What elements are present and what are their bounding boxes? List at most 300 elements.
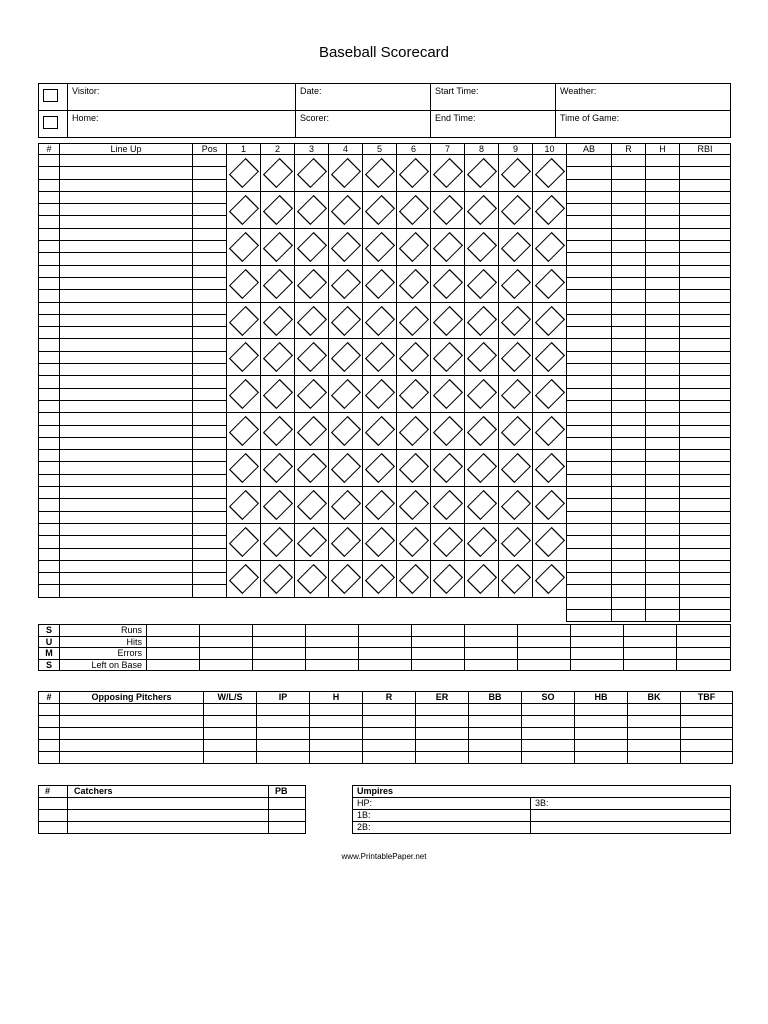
pitcher-cell[interactable]: [204, 728, 257, 740]
sums-cell[interactable]: [518, 636, 571, 648]
inning-cell[interactable]: [431, 450, 465, 487]
stat-cell[interactable]: [646, 204, 680, 216]
sums-cell[interactable]: [465, 648, 518, 660]
pitcher-cell[interactable]: [575, 704, 628, 716]
inning-cell[interactable]: [227, 376, 261, 413]
pitcher-cell[interactable]: [628, 740, 681, 752]
total-stat-cell[interactable]: [646, 609, 680, 621]
stat-cell[interactable]: [646, 536, 680, 548]
sums-cell[interactable]: [253, 648, 306, 660]
inning-cell[interactable]: [431, 487, 465, 524]
inning-cell[interactable]: [329, 191, 363, 228]
inning-cell[interactable]: [431, 228, 465, 265]
visitor-field[interactable]: Visitor:: [68, 84, 296, 111]
stat-cell[interactable]: [680, 450, 731, 462]
position-cell[interactable]: [193, 339, 227, 351]
inning-cell[interactable]: [363, 413, 397, 450]
position-cell[interactable]: [193, 327, 227, 339]
stat-cell[interactable]: [567, 487, 612, 499]
sums-cell[interactable]: [412, 636, 465, 648]
stat-cell[interactable]: [680, 204, 731, 216]
inning-cell[interactable]: [227, 191, 261, 228]
stat-cell[interactable]: [646, 573, 680, 585]
position-cell[interactable]: [193, 536, 227, 548]
batter-number-cell[interactable]: [39, 241, 60, 253]
batter-number-cell[interactable]: [39, 474, 60, 486]
batter-number-cell[interactable]: [39, 302, 60, 314]
batter-number-cell[interactable]: [39, 450, 60, 462]
batter-name-cell[interactable]: [60, 499, 193, 511]
stat-cell[interactable]: [612, 388, 646, 400]
pitcher-cell[interactable]: [416, 752, 469, 764]
inning-cell[interactable]: [261, 523, 295, 560]
inning-cell[interactable]: [465, 376, 499, 413]
inning-cell[interactable]: [431, 339, 465, 376]
pitcher-cell[interactable]: [60, 728, 204, 740]
inning-cell[interactable]: [397, 228, 431, 265]
total-stat-cell[interactable]: [567, 609, 612, 621]
total-stat-cell[interactable]: [567, 597, 612, 609]
batter-name-cell[interactable]: [60, 487, 193, 499]
sums-cell[interactable]: [571, 659, 624, 671]
stat-cell[interactable]: [612, 437, 646, 449]
inning-cell[interactable]: [499, 228, 533, 265]
inning-cell[interactable]: [363, 302, 397, 339]
batter-name-cell[interactable]: [60, 253, 193, 265]
pitcher-cell[interactable]: [204, 704, 257, 716]
batter-number-cell[interactable]: [39, 253, 60, 265]
batter-number-cell[interactable]: [39, 351, 60, 363]
batter-name-cell[interactable]: [60, 523, 193, 535]
inning-cell[interactable]: [329, 450, 363, 487]
pitcher-cell[interactable]: [257, 704, 310, 716]
stat-cell[interactable]: [567, 450, 612, 462]
pitcher-cell[interactable]: [628, 716, 681, 728]
umpire-1b-field[interactable]: 1B:: [353, 810, 531, 822]
position-cell[interactable]: [193, 204, 227, 216]
weather-field[interactable]: Weather:: [556, 84, 731, 111]
inning-cell[interactable]: [397, 450, 431, 487]
inning-cell[interactable]: [227, 413, 261, 450]
position-cell[interactable]: [193, 314, 227, 326]
stat-cell[interactable]: [567, 327, 612, 339]
batter-name-cell[interactable]: [60, 167, 193, 179]
stat-cell[interactable]: [612, 511, 646, 523]
stat-cell[interactable]: [567, 400, 612, 412]
total-stat-cell[interactable]: [680, 597, 731, 609]
stat-cell[interactable]: [567, 474, 612, 486]
stat-cell[interactable]: [680, 462, 731, 474]
pitcher-cell[interactable]: [469, 752, 522, 764]
pitcher-cell[interactable]: [363, 704, 416, 716]
pitcher-cell[interactable]: [522, 740, 575, 752]
pitcher-cell[interactable]: [39, 728, 60, 740]
pitcher-cell[interactable]: [416, 704, 469, 716]
home-field[interactable]: Home:: [68, 111, 296, 138]
batter-number-cell[interactable]: [39, 179, 60, 191]
stat-cell[interactable]: [646, 253, 680, 265]
batter-number-cell[interactable]: [39, 462, 60, 474]
stat-cell[interactable]: [612, 573, 646, 585]
stat-cell[interactable]: [612, 536, 646, 548]
position-cell[interactable]: [193, 487, 227, 499]
stat-cell[interactable]: [646, 265, 680, 277]
inning-cell[interactable]: [465, 413, 499, 450]
position-cell[interactable]: [193, 290, 227, 302]
stat-cell[interactable]: [567, 351, 612, 363]
position-cell[interactable]: [193, 228, 227, 240]
stat-cell[interactable]: [680, 314, 731, 326]
inning-cell[interactable]: [261, 339, 295, 376]
position-cell[interactable]: [193, 548, 227, 560]
inning-cell[interactable]: [533, 413, 567, 450]
stat-cell[interactable]: [567, 462, 612, 474]
inning-cell[interactable]: [295, 487, 329, 524]
pitcher-cell[interactable]: [310, 740, 363, 752]
stat-cell[interactable]: [680, 548, 731, 560]
inning-cell[interactable]: [227, 155, 261, 192]
batter-number-cell[interactable]: [39, 487, 60, 499]
pitcher-cell[interactable]: [469, 740, 522, 752]
sums-cell[interactable]: [253, 636, 306, 648]
stat-cell[interactable]: [646, 462, 680, 474]
stat-cell[interactable]: [567, 204, 612, 216]
batter-name-cell[interactable]: [60, 277, 193, 289]
inning-cell[interactable]: [533, 155, 567, 192]
home-checkbox[interactable]: [43, 116, 58, 129]
inning-cell[interactable]: [465, 302, 499, 339]
sums-cell[interactable]: [518, 625, 571, 637]
total-stat-cell[interactable]: [680, 609, 731, 621]
stat-cell[interactable]: [567, 290, 612, 302]
stat-cell[interactable]: [680, 179, 731, 191]
inning-cell[interactable]: [431, 560, 465, 597]
catcher-cell[interactable]: [269, 798, 306, 810]
inning-cell[interactable]: [329, 523, 363, 560]
stat-cell[interactable]: [680, 339, 731, 351]
position-cell[interactable]: [193, 179, 227, 191]
sums-cell[interactable]: [465, 636, 518, 648]
batter-name-cell[interactable]: [60, 425, 193, 437]
pitcher-cell[interactable]: [628, 752, 681, 764]
sums-cell[interactable]: [412, 659, 465, 671]
pitcher-cell[interactable]: [416, 716, 469, 728]
inning-cell[interactable]: [329, 228, 363, 265]
pitcher-cell[interactable]: [575, 752, 628, 764]
batter-name-cell[interactable]: [60, 216, 193, 228]
inning-cell[interactable]: [465, 560, 499, 597]
inning-cell[interactable]: [397, 339, 431, 376]
pitcher-cell[interactable]: [681, 728, 733, 740]
stat-cell[interactable]: [612, 155, 646, 167]
sums-cell[interactable]: [412, 625, 465, 637]
inning-cell[interactable]: [499, 523, 533, 560]
stat-cell[interactable]: [567, 302, 612, 314]
sums-cell[interactable]: [359, 648, 412, 660]
stat-cell[interactable]: [612, 450, 646, 462]
batter-number-cell[interactable]: [39, 327, 60, 339]
stat-cell[interactable]: [612, 400, 646, 412]
inning-cell[interactable]: [431, 191, 465, 228]
inning-cell[interactable]: [533, 450, 567, 487]
pitcher-cell[interactable]: [204, 740, 257, 752]
pitcher-cell[interactable]: [39, 704, 60, 716]
stat-cell[interactable]: [612, 253, 646, 265]
stat-cell[interactable]: [646, 388, 680, 400]
inning-cell[interactable]: [227, 302, 261, 339]
inning-cell[interactable]: [397, 155, 431, 192]
stat-cell[interactable]: [567, 499, 612, 511]
inning-cell[interactable]: [227, 265, 261, 302]
stat-cell[interactable]: [567, 277, 612, 289]
position-cell[interactable]: [193, 155, 227, 167]
stat-cell[interactable]: [680, 241, 731, 253]
stat-cell[interactable]: [646, 487, 680, 499]
batter-number-cell[interactable]: [39, 425, 60, 437]
pitcher-cell[interactable]: [522, 728, 575, 740]
pitcher-cell[interactable]: [416, 728, 469, 740]
pitcher-cell[interactable]: [257, 740, 310, 752]
inning-cell[interactable]: [363, 228, 397, 265]
stat-cell[interactable]: [612, 191, 646, 203]
pitcher-cell[interactable]: [204, 752, 257, 764]
position-cell[interactable]: [193, 523, 227, 535]
sums-cell[interactable]: [677, 648, 731, 660]
batter-number-cell[interactable]: [39, 499, 60, 511]
batter-number-cell[interactable]: [39, 216, 60, 228]
catcher-cell[interactable]: [68, 822, 269, 834]
batter-name-cell[interactable]: [60, 573, 193, 585]
batter-number-cell[interactable]: [39, 573, 60, 585]
stat-cell[interactable]: [646, 155, 680, 167]
pitcher-cell[interactable]: [522, 704, 575, 716]
umpire-blank-field[interactable]: [531, 810, 731, 822]
position-cell[interactable]: [193, 302, 227, 314]
inning-cell[interactable]: [261, 302, 295, 339]
sums-cell[interactable]: [147, 648, 200, 660]
sums-cell[interactable]: [677, 625, 731, 637]
total-stat-cell[interactable]: [612, 597, 646, 609]
sums-cell[interactable]: [253, 625, 306, 637]
batter-name-cell[interactable]: [60, 364, 193, 376]
position-cell[interactable]: [193, 364, 227, 376]
sums-cell[interactable]: [253, 659, 306, 671]
inning-cell[interactable]: [295, 376, 329, 413]
pitcher-cell[interactable]: [681, 704, 733, 716]
stat-cell[interactable]: [680, 302, 731, 314]
end-time-field[interactable]: End Time:: [431, 111, 556, 138]
batter-number-cell[interactable]: [39, 560, 60, 572]
batter-number-cell[interactable]: [39, 204, 60, 216]
inning-cell[interactable]: [363, 450, 397, 487]
stat-cell[interactable]: [612, 364, 646, 376]
stat-cell[interactable]: [612, 339, 646, 351]
pitcher-cell[interactable]: [310, 752, 363, 764]
batter-name-cell[interactable]: [60, 204, 193, 216]
umpire-2b-field[interactable]: 2B:: [353, 822, 531, 834]
time-of-game-field[interactable]: Time of Game:: [556, 111, 731, 138]
inning-cell[interactable]: [397, 376, 431, 413]
inning-cell[interactable]: [227, 228, 261, 265]
batter-name-cell[interactable]: [60, 585, 193, 597]
sums-cell[interactable]: [624, 659, 677, 671]
visitor-checkbox[interactable]: [43, 89, 58, 102]
inning-cell[interactable]: [363, 487, 397, 524]
stat-cell[interactable]: [646, 364, 680, 376]
sums-cell[interactable]: [200, 636, 253, 648]
stat-cell[interactable]: [646, 179, 680, 191]
batter-name-cell[interactable]: [60, 437, 193, 449]
inning-cell[interactable]: [465, 487, 499, 524]
pitcher-cell[interactable]: [60, 704, 204, 716]
stat-cell[interactable]: [680, 327, 731, 339]
umpire-3b-field[interactable]: 3B:: [531, 798, 731, 810]
stat-cell[interactable]: [567, 585, 612, 597]
stat-cell[interactable]: [646, 474, 680, 486]
stat-cell[interactable]: [646, 216, 680, 228]
position-cell[interactable]: [193, 388, 227, 400]
stat-cell[interactable]: [680, 155, 731, 167]
batter-number-cell[interactable]: [39, 437, 60, 449]
batter-name-cell[interactable]: [60, 511, 193, 523]
inning-cell[interactable]: [261, 450, 295, 487]
stat-cell[interactable]: [612, 216, 646, 228]
stat-cell[interactable]: [680, 376, 731, 388]
inning-cell[interactable]: [329, 265, 363, 302]
batter-number-cell[interactable]: [39, 167, 60, 179]
batter-name-cell[interactable]: [60, 327, 193, 339]
stat-cell[interactable]: [680, 400, 731, 412]
batter-name-cell[interactable]: [60, 536, 193, 548]
inning-cell[interactable]: [295, 523, 329, 560]
inning-cell[interactable]: [499, 155, 533, 192]
sums-cell[interactable]: [677, 659, 731, 671]
inning-cell[interactable]: [465, 155, 499, 192]
stat-cell[interactable]: [567, 179, 612, 191]
position-cell[interactable]: [193, 437, 227, 449]
stat-cell[interactable]: [567, 548, 612, 560]
position-cell[interactable]: [193, 450, 227, 462]
sums-cell[interactable]: [306, 659, 359, 671]
inning-cell[interactable]: [329, 155, 363, 192]
sums-cell[interactable]: [200, 648, 253, 660]
stat-cell[interactable]: [680, 425, 731, 437]
pitcher-cell[interactable]: [60, 716, 204, 728]
inning-cell[interactable]: [261, 487, 295, 524]
inning-cell[interactable]: [397, 487, 431, 524]
stat-cell[interactable]: [680, 253, 731, 265]
inning-cell[interactable]: [295, 560, 329, 597]
sums-cell[interactable]: [200, 659, 253, 671]
stat-cell[interactable]: [680, 167, 731, 179]
stat-cell[interactable]: [612, 560, 646, 572]
pitcher-cell[interactable]: [681, 752, 733, 764]
position-cell[interactable]: [193, 413, 227, 425]
batter-number-cell[interactable]: [39, 265, 60, 277]
inning-cell[interactable]: [295, 228, 329, 265]
batter-name-cell[interactable]: [60, 339, 193, 351]
inning-cell[interactable]: [397, 191, 431, 228]
stat-cell[interactable]: [646, 585, 680, 597]
inning-cell[interactable]: [499, 487, 533, 524]
stat-cell[interactable]: [612, 265, 646, 277]
stat-cell[interactable]: [567, 376, 612, 388]
sums-cell[interactable]: [518, 648, 571, 660]
inning-cell[interactable]: [397, 265, 431, 302]
pitcher-cell[interactable]: [363, 740, 416, 752]
stat-cell[interactable]: [680, 277, 731, 289]
stat-cell[interactable]: [646, 302, 680, 314]
inning-cell[interactable]: [533, 487, 567, 524]
pitcher-cell[interactable]: [257, 728, 310, 740]
inning-cell[interactable]: [431, 523, 465, 560]
stat-cell[interactable]: [646, 499, 680, 511]
inning-cell[interactable]: [295, 191, 329, 228]
stat-cell[interactable]: [567, 536, 612, 548]
stat-cell[interactable]: [567, 364, 612, 376]
inning-cell[interactable]: [295, 155, 329, 192]
batter-number-cell[interactable]: [39, 277, 60, 289]
position-cell[interactable]: [193, 265, 227, 277]
sums-cell[interactable]: [465, 659, 518, 671]
inning-cell[interactable]: [533, 560, 567, 597]
inning-cell[interactable]: [329, 376, 363, 413]
stat-cell[interactable]: [612, 585, 646, 597]
batter-name-cell[interactable]: [60, 351, 193, 363]
inning-cell[interactable]: [295, 413, 329, 450]
stat-cell[interactable]: [567, 191, 612, 203]
position-cell[interactable]: [193, 425, 227, 437]
stat-cell[interactable]: [612, 290, 646, 302]
batter-name-cell[interactable]: [60, 560, 193, 572]
stat-cell[interactable]: [612, 179, 646, 191]
pitcher-cell[interactable]: [416, 740, 469, 752]
sums-cell[interactable]: [677, 636, 731, 648]
inning-cell[interactable]: [465, 450, 499, 487]
batter-name-cell[interactable]: [60, 228, 193, 240]
batter-name-cell[interactable]: [60, 450, 193, 462]
inning-cell[interactable]: [499, 376, 533, 413]
position-cell[interactable]: [193, 167, 227, 179]
position-cell[interactable]: [193, 511, 227, 523]
inning-cell[interactable]: [261, 228, 295, 265]
stat-cell[interactable]: [646, 314, 680, 326]
pitcher-cell[interactable]: [257, 752, 310, 764]
pitcher-cell[interactable]: [310, 704, 363, 716]
home-checkbox-cell[interactable]: [39, 111, 68, 138]
sums-cell[interactable]: [571, 625, 624, 637]
stat-cell[interactable]: [612, 277, 646, 289]
batter-name-cell[interactable]: [60, 314, 193, 326]
position-cell[interactable]: [193, 191, 227, 203]
position-cell[interactable]: [193, 585, 227, 597]
stat-cell[interactable]: [612, 548, 646, 560]
stat-cell[interactable]: [680, 351, 731, 363]
stat-cell[interactable]: [646, 400, 680, 412]
batter-number-cell[interactable]: [39, 376, 60, 388]
batter-name-cell[interactable]: [60, 474, 193, 486]
inning-cell[interactable]: [261, 155, 295, 192]
batter-number-cell[interactable]: [39, 314, 60, 326]
stat-cell[interactable]: [612, 376, 646, 388]
visitor-checkbox-cell[interactable]: [39, 84, 68, 111]
stat-cell[interactable]: [680, 413, 731, 425]
position-cell[interactable]: [193, 474, 227, 486]
batter-number-cell[interactable]: [39, 548, 60, 560]
stat-cell[interactable]: [567, 523, 612, 535]
inning-cell[interactable]: [261, 265, 295, 302]
inning-cell[interactable]: [329, 302, 363, 339]
